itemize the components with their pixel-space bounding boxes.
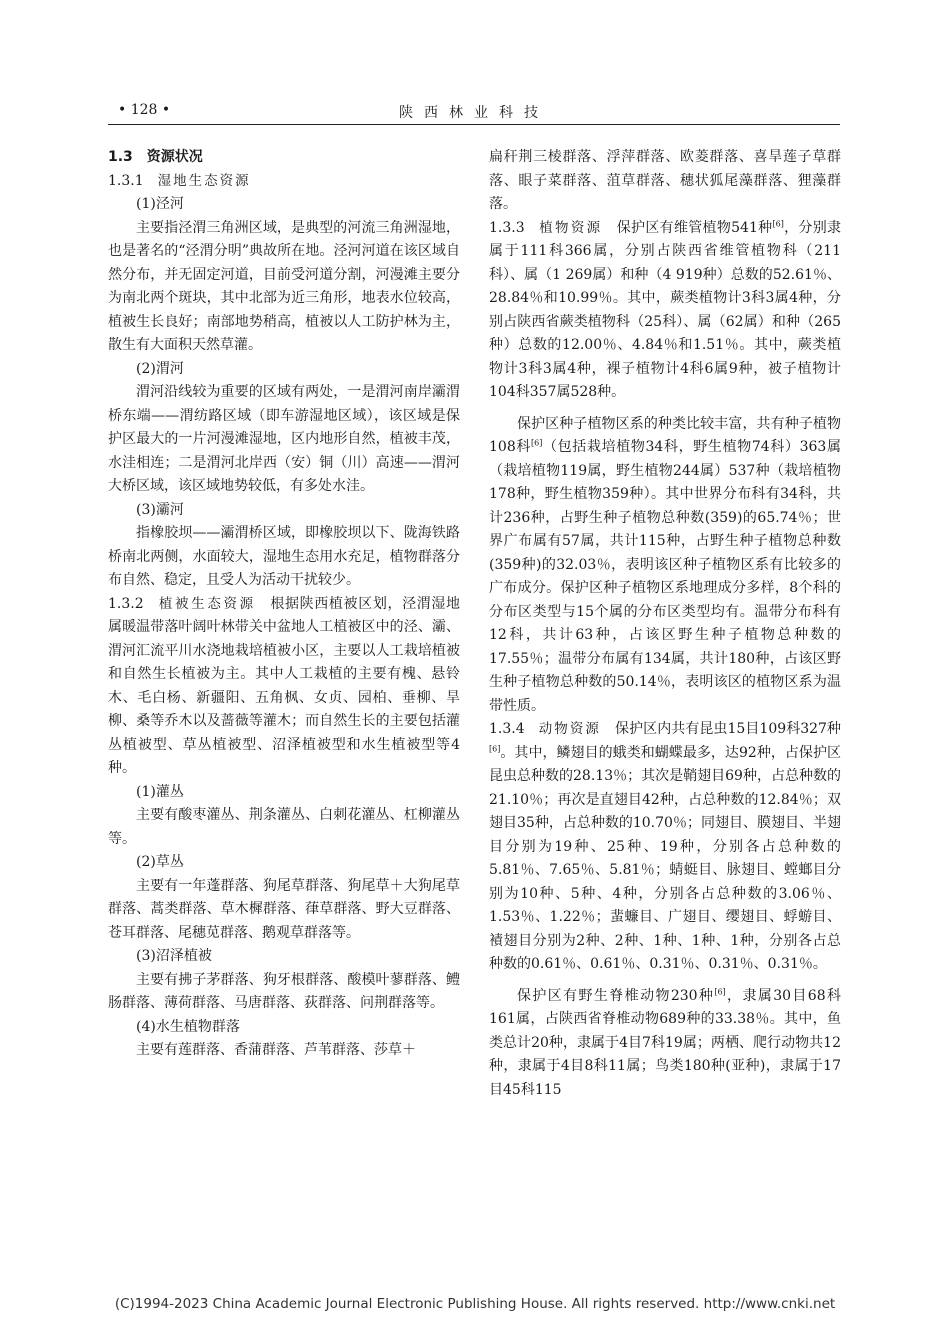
vertebrate-paragraph: 保护区有野生脊椎动物230种[6]，隶属30目68科161属，占陕西省脊椎动物689种的33.38％。其中，鱼类总计20种，隶属于4目7科19属；两栖、爬行动物共12种，隶属于4目8科11属；鸟类180种(亚种)，隶属于17目45科115 [489, 986, 841, 1098]
subsection-1-3-2-paragraph: 1.3.2 植被生态资源 根据陕西植被区划，泾渭湿地属暖温带落叶阔叶林带关中盆地人工植被区中的泾、灞、渭河汇流平川水浇地栽培植被小区，主要以人工栽培植被和自然生长植被为主。其中人工栽植的主要有槐、悬铃木、毛白杨、新疆阳、五角枫、女贞、园柏、垂柳、旱柳、桑等乔木以及蔷薇等灌木；而自然生长的主要包括灌丛植被型、草丛植被型、沼泽植被型和水生植被型等4种。 [108, 595, 461, 776]
subsection-1-3-4-paragraph: 1.3.4 动物资源 保护区内共有昆虫15目109科327种[6]。其中，鳞翅目的蛾类和蝴蝶最多，达92种，占保护区昆虫总种数的28.13％；其次是鞘翅目69种，占总种数的21.10％；再次是直翅目42种，占总种数的12.84％；双翅目35种，占总种数的10.70％；同翅目、膜翅目、半翅目分别为19种、25种、19种，分别各占总种数的5.81％、7.65％、5.81％；蜻蜓目、脉翅目、螳螂目分别为10种、5种、4种，分别各占总种数的3.06％、1.53％、1.22％；蜚蠊目、广翅目、缨翅目、蜉蝣目、襀翅目分别为2种、2种、1种、1种、1种，分别各占总种数的0.61％、0.61％、0.31％、0.31％、0.31％。 [489, 721, 842, 972]
marsh-paragraph: 主要有拂子茅群落、狗牙根群落、酸模叶蓼群落、鳢肠群落、薄荷群落、马唐群落、荻群落、问荆群落等。 [108, 971, 460, 1011]
marsh-title: (3)沼泽植被 [136, 948, 212, 964]
running-header [108, 98, 840, 125]
wei-river-title: (2)渭河 [136, 360, 184, 377]
aquatic-continued-paragraph: 扁秆荆三棱群落、浮萍群落、欧菱群落、喜旱莲子草群落、眼子菜群落、菹草群落、穗状狐尾藻群落、狸藻群落。 [489, 149, 841, 212]
aquatic-paragraph: 主要有莲群落、香蒲群落、芦苇群落、莎草＋ [136, 1042, 416, 1058]
left-column [108, 146, 460, 1063]
subsection-heading-1-3-1: 1.3.1 湿地生态资源 [108, 172, 251, 189]
copyright-footer: (C)1994-2023 China Academic Journal Electronic Publishing House. All rights reserved. http://www.cnki.net [114, 1296, 836, 1312]
citation: [6] [531, 438, 543, 448]
subsection-1-3-3-paragraph: 1.3.3 植物资源 保护区有维管植物541种[6]，分别隶属于111科366属，分别占陕西省维管植物科（211科）、属（1 269属）和种（4 919种）总数的52.61％、28.84％和10.99％。其中，蕨类植物计3科3属4种，分别占陕西省蕨类植物科（25科）、属（62属）和种（265种）总数的12.00％、4.84％和1.51％。其中，蕨类植物计3科3属4种，裸子植物计4科6属9种，被子植物计104科357属528种。 [489, 218, 842, 400]
right-column [489, 146, 841, 1102]
journal-title: 陕西林业科技 [399, 105, 549, 121]
citation: [6] [489, 743, 501, 753]
page-number: • 128 • [118, 102, 171, 118]
section-heading-1-3: 1.3 资源状况 [108, 149, 203, 165]
ba-river-paragraph: 指橡胶坝——灞渭桥区域，即橡胶坝以下、陇海铁路桥南北两侧，水面较大，湿地生态用水充足，植物群落分布自然、稳定，且受人为活动干扰较少。 [108, 525, 460, 588]
aquatic-title: (4)水生植物群落 [136, 1018, 240, 1035]
shrub-paragraph: 主要有酸枣灌丛、荆条灌丛、白刺花灌丛、杠柳灌丛等。 [108, 807, 460, 847]
wei-river-paragraph: 渭河沿线较为重要的区域有两处，一是渭河南岸灞渭桥东端——渭纺路区域（即车游湿地区域），该区域是保护区最大的一片河漫滩湿地，区内地形自然，植被丰茂，水洼相连；二是渭河北岸西（安）铜（川）高速——渭河大桥区域，该区域地势较低，有多处水洼。 [108, 384, 460, 494]
citation: [6] [714, 986, 726, 996]
seed-plant-paragraph: 保护区种子植物区系的种类比较丰富，共有种子植物108科[6]（包括栽培植物34科，野生植物74科）363属（栽培植物119属，野生植物244属）537种（栽培植物178种，野生植物359种）。其中世界分布科有34科，共计236种，占野生种子植物总种数(359)的65.74％；世界广布属有57属，共计115种，占野生种子植物总种数(359种)的32.03％，表明该区种子植物区系有比较多的广布成分。保护区种子植物区系地理成分多样，8个科的分布区类型与15个属的分布区类型均有。温带分布科有12科，共计63种，占该区野生种子植物总种数的17.55％；温带分布属有134属，共计180种，占该区野生种子植物总种数的50.14％，表明该区的植物区系为温带性质。 [489, 415, 841, 714]
citation: [6] [772, 218, 784, 228]
grass-paragraph: 主要有一年蓬群落、狗尾草群落、狗尾草＋大狗尾草群落、蒿类群落、草木樨群落、葎草群落、野大豆群落、苍耳群落、尾穗苋群落、鹅观草群落等。 [108, 877, 460, 941]
jing-river-title: (1)泾河 [136, 196, 184, 212]
ba-river-title: (3)灞河 [136, 501, 184, 518]
shrub-title: (1)灌丛 [136, 783, 184, 800]
grass-title: (2)草丛 [136, 854, 184, 870]
jing-river-paragraph: 主要指泾渭三角洲区域，是典型的河流三角洲湿地，也是著名的“泾渭分明”典故所在地。泾河河道在该区域自然分布，并无固定河道，目前受河道分割，河漫滩主要分为南北两个斑块，其中北部为近三角形，地表水位较高，植被生长良好；南部地势稍高，植被以人工防护林为主，散生有大面积天然草灌。 [108, 219, 460, 353]
